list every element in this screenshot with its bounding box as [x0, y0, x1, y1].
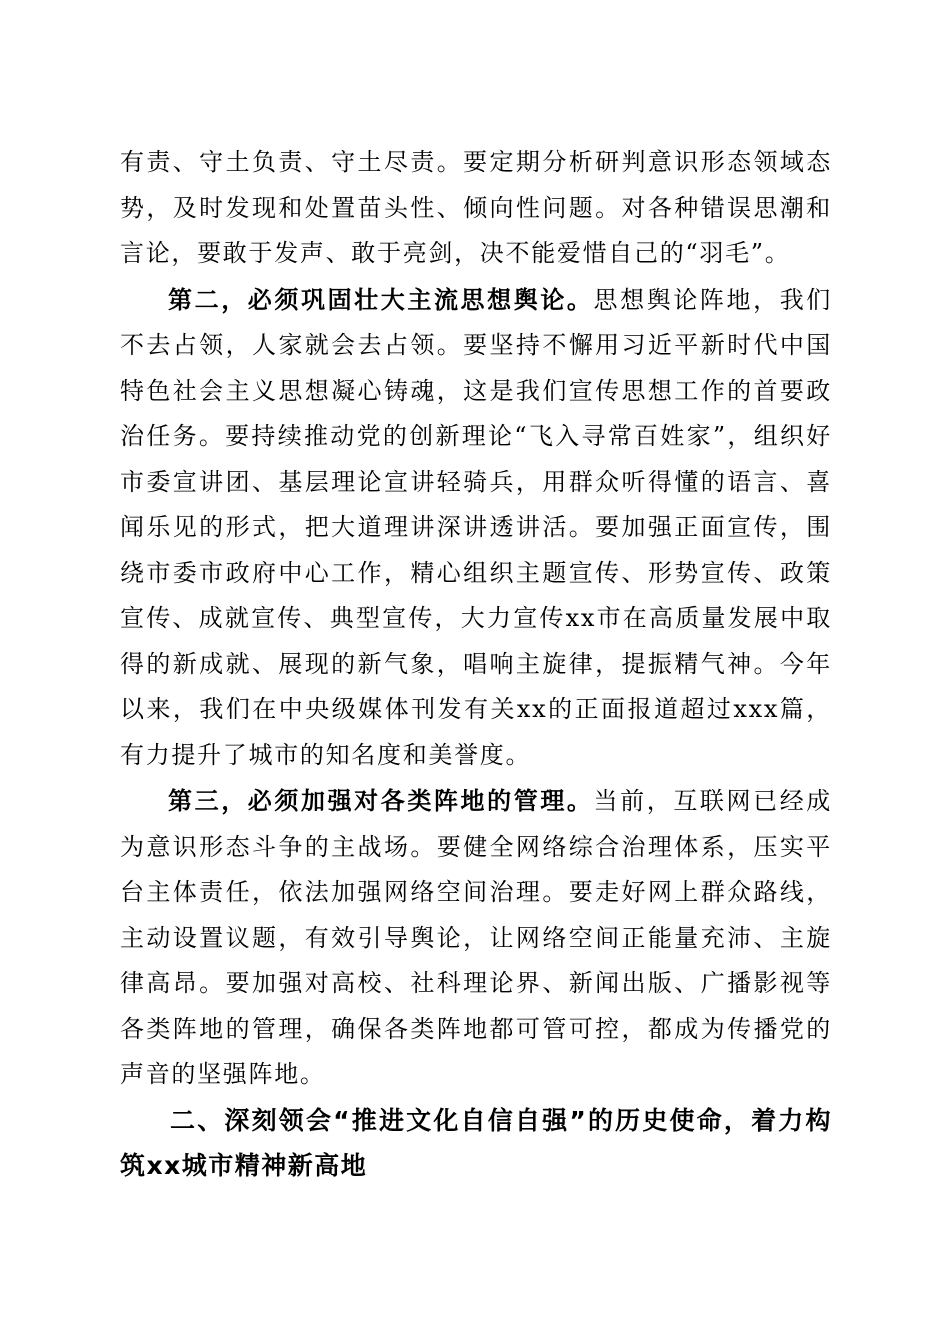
document-body — [120, 140, 832, 1189]
paragraph-text: 思想舆论阵地，我们不去占领，人家就会去占领。要坚持不懈用习近平新时代中国特色社会主义思想凝心铸魂，这是我们宣传思想工作的首要政治任务。要持续推动党的创新理论“飞入寻常百姓家”，组织好市委宣讲团、基层理论宣讲轻骑兵，用群众听得懂的语言、喜闻乐见的形式，把大道理讲深讲透讲活。要加强正面宣传，围绕市委市政府中心工作，精心组织主题宣传、形势宣传、政策宣传、成就宣传、典型宣传，大力宣传xx市在高质量发展中取得的新成就、展现的新气象，唱响主旋律，提振精气神。今年以来，我们在中央级媒体刊发有关xx的正面报道超过xxx篇，有力提升了城市的知名度和美誉度。 — [120, 285, 832, 769]
section-heading: 二、深刻领会“推进文化自信自强”的历史使命，着力构筑xx城市精神新高地 — [120, 1105, 832, 1180]
paragraph-continuation — [120, 140, 832, 277]
paragraph-third-point — [120, 778, 832, 1098]
paragraph-text: 有责、守土负责、守土尽责。要定期分析研判意识形态领域态势，及时发现和处置苗头性、倾向性问题。对各种错误思潮和言论，要敢于发声、敢于亮剑，决不能爱惜自己的“羽毛”。 — [120, 148, 832, 267]
paragraph-lead: 第三，必须加强对各类阵地的管理。 — [168, 786, 594, 815]
paragraph-second-point — [120, 277, 832, 779]
paragraph-text: 当前，互联网已经成为意识形态斗争的主战场。要健全网络综合治理体系，压实平台主体责任，依法加强网络空间治理。要走好网上群众路线，主动设置议题，有效引导舆论，让网络空间正能量充沛、主旋律高昂。要加强对高校、社科理论界、新闻出版、广播影视等各类阵地的管理，确保各类阵地都可管可控，都成为传播党的声音的坚强阵地。 — [120, 787, 832, 1088]
paragraph-lead: 第二，必须巩固壮大主流思想舆论。 — [168, 284, 594, 314]
